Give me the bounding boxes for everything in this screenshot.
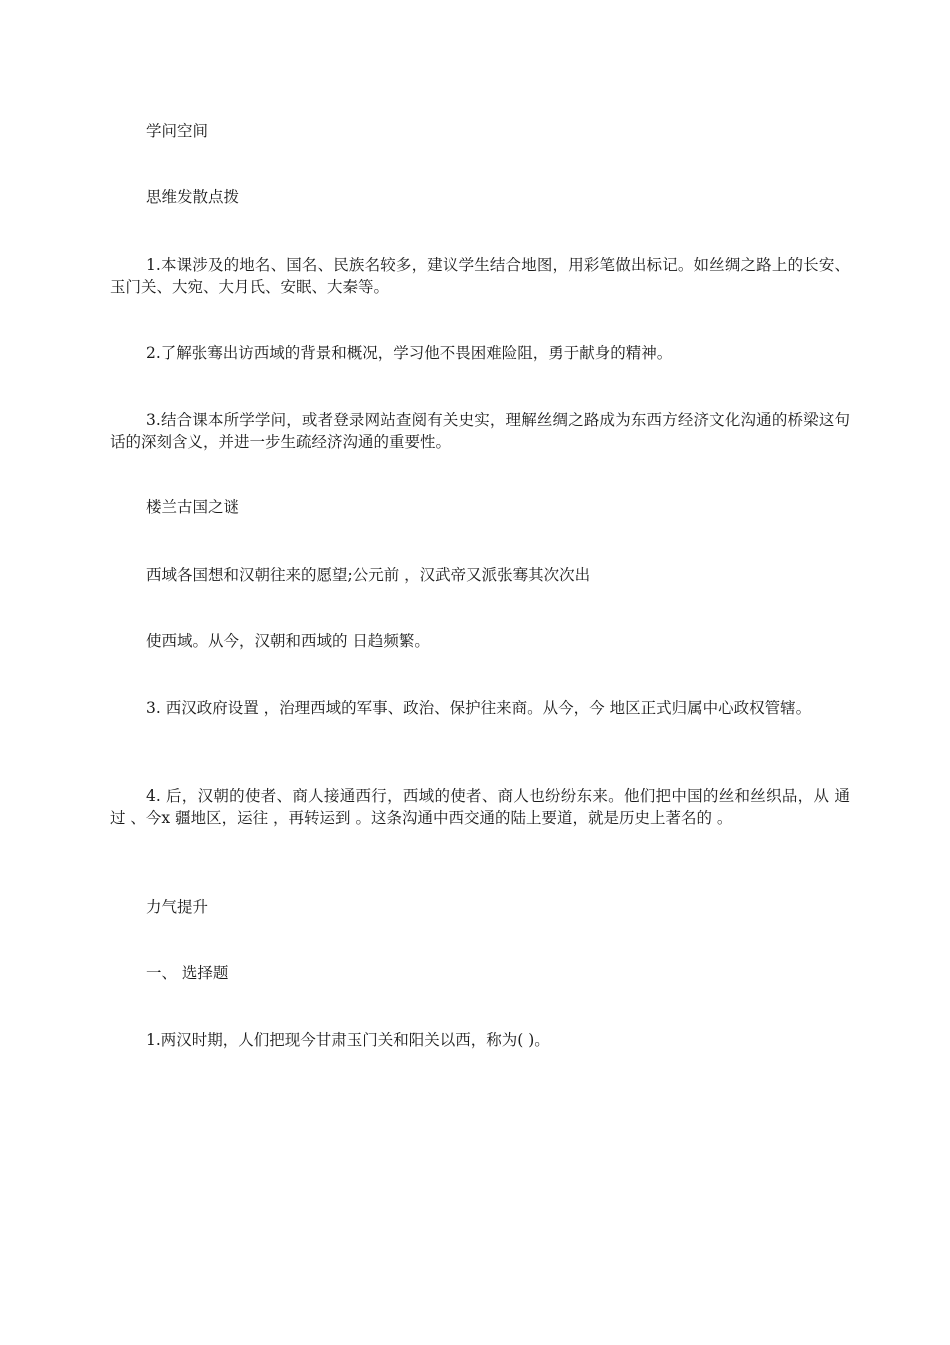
section-multiple-choice: 一、 选择题 — [146, 964, 229, 982]
fill-blank-item-4: 4. 后，汉朝的使者、商人接通西行，西域的使者、商人也纷纷东来。他们把中国的丝和丝织品，从 通过 、今x 疆地区，运往 ，再转运到 。这条沟通中西交通的陆上要道，就是历史上著名的 。 — [110, 787, 850, 827]
heading-knowledge-space: 学问空间 — [146, 122, 209, 140]
tip-paragraph-2: 2.了解张骞出访西域的背景和概况，学习他不畏困难险阻，勇于献身的精神。 — [146, 344, 673, 362]
fill-blank-line-1: 西域各国想和汉朝往来的愿望;公元前 ，汉武帝又派张骞其次次出 — [146, 566, 591, 584]
fill-blank-item-3: 3. 西汉政府设置 ，治理西域的军事、政治、保护往来商。从今，今 地区正式归属中心政权管辖。 — [146, 699, 812, 717]
heading-ability-improvement: 力气提升 — [146, 898, 209, 916]
fill-blank-line-2: 使西域。从今，汉朝和西域的 日趋频繁。 — [146, 632, 430, 650]
tip-paragraph-1: 1.本课涉及的地名、国名、民族名较多，建议学生结合地图，用彩笔做出标记。如丝绸之路上的长安、玉门关、大宛、大月氏、安眠、大秦等。 — [110, 256, 850, 296]
heading-thinking-tips: 思维发散点拨 — [146, 188, 240, 206]
heading-loulan-mystery: 楼兰古国之谜 — [146, 498, 240, 516]
tip-paragraph-3: 3.结合课本所学学问，或者登录网站查阅有关史实，理解丝绸之路成为东西方经济文化沟通的桥梁这句话的深刻含义，并进一步生疏经济沟通的重要性。 — [110, 411, 850, 451]
question-1: 1.两汉时期，人们把现今甘肃玉门关和阳关以西，称为( )。 — [146, 1031, 550, 1049]
